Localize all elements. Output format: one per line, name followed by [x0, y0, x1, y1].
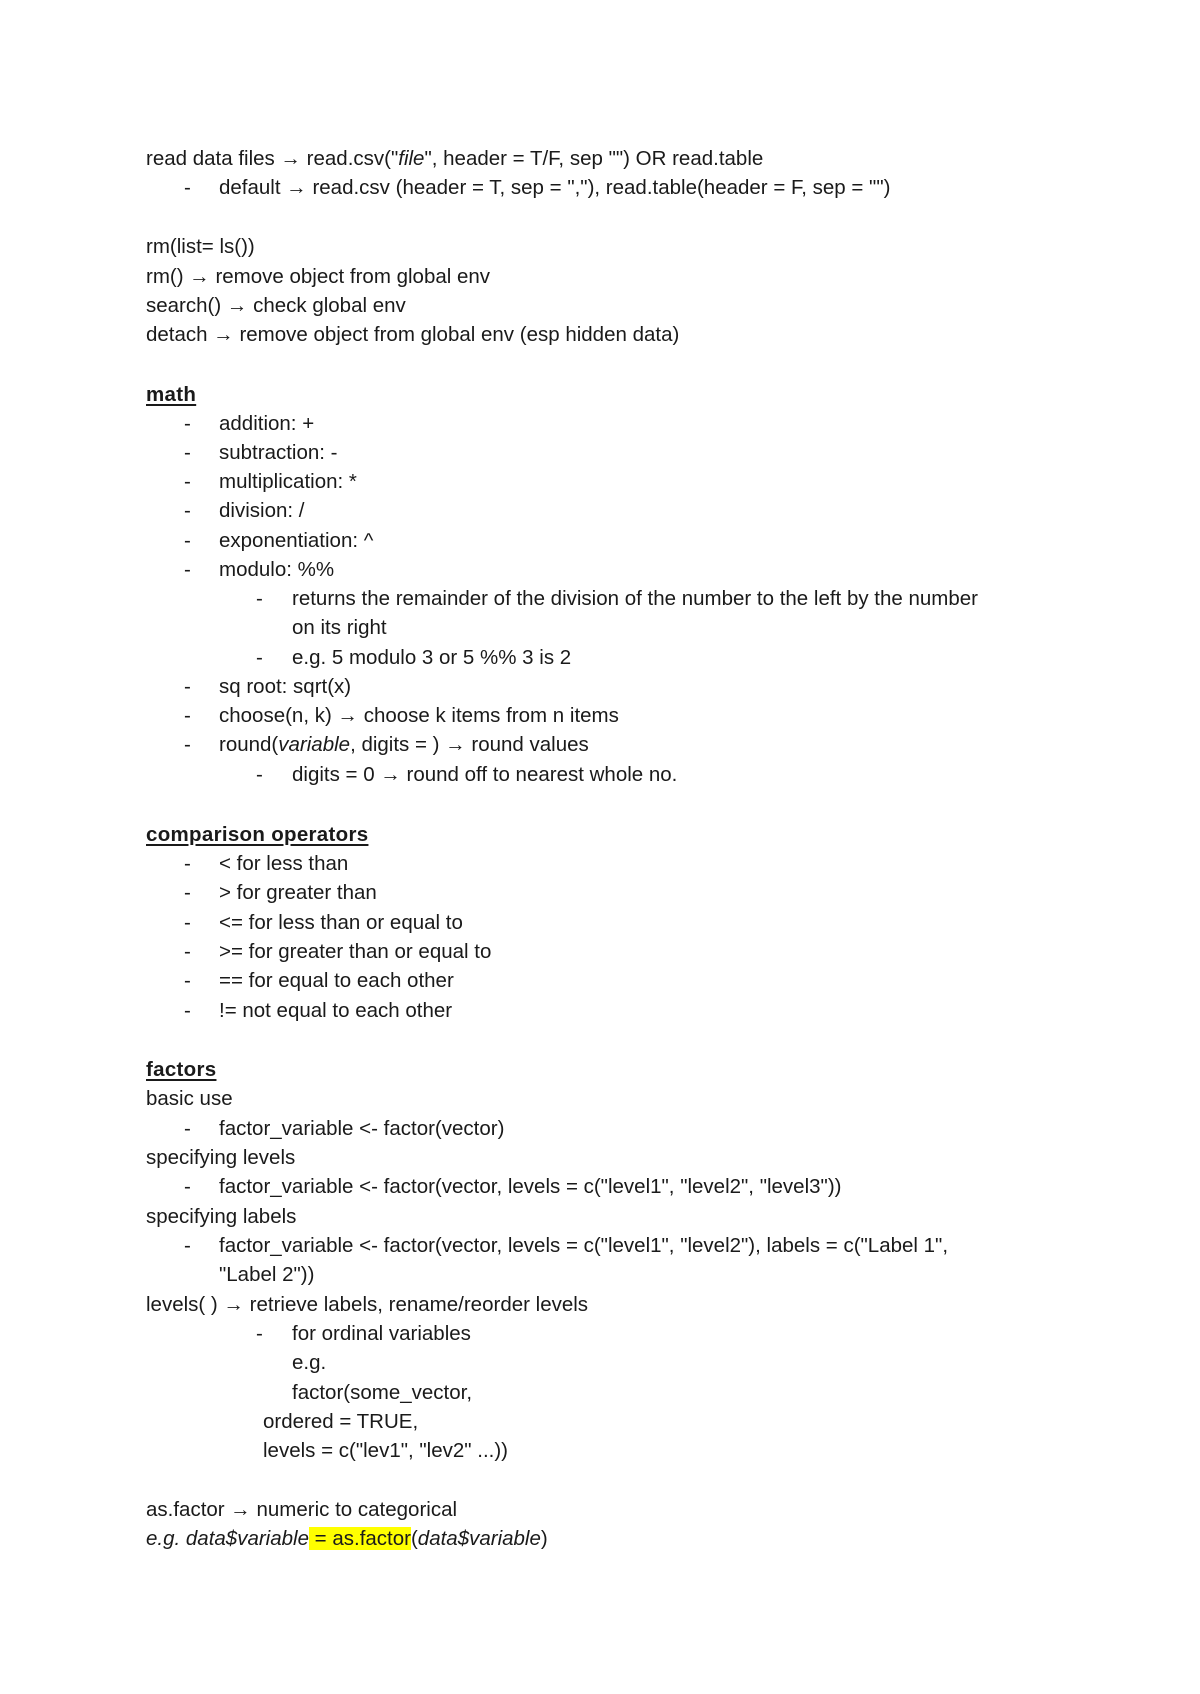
- bullet-dash: -: [184, 412, 191, 435]
- round-sub: digits = 0 → round off to nearest whole no.: [292, 763, 678, 786]
- bullet-dash: -: [184, 881, 191, 904]
- math-heading: math: [146, 383, 197, 406]
- basic-use-label: basic use: [146, 1087, 233, 1110]
- read-data-file: file: [398, 147, 425, 170]
- read-default-line: default → read.csv (header = T, sep = ","), read.table(header = F, sep = ""): [219, 176, 891, 199]
- detach-desc-line: detach → remove object from global env (esp hidden data): [146, 323, 680, 346]
- round-pre: round(: [219, 733, 279, 756]
- eg-data-var-1: data$variable: [185, 1527, 309, 1550]
- bullet-dash: -: [184, 940, 191, 963]
- search-desc-line: search() → check global env: [146, 294, 406, 317]
- bullet-dash: -: [184, 999, 191, 1022]
- comparison-heading: comparison operators: [146, 823, 369, 846]
- round-line: [219, 730, 589, 759]
- labels-code-2: "Label 2")): [219, 1263, 315, 1286]
- modulo-sub: on its right: [292, 616, 387, 639]
- math-item: division: /: [219, 499, 305, 522]
- round-var: variable: [278, 733, 351, 756]
- comparison-item: != not equal to each other: [219, 999, 453, 1022]
- bullet-dash: -: [184, 499, 191, 522]
- math-item: modulo: %%: [219, 558, 335, 581]
- bullet-dash: -: [184, 852, 191, 875]
- bullet-dash: -: [184, 911, 191, 934]
- comparison-item: > for greater than: [219, 881, 377, 904]
- levels-c-line: levels = c("lev1", "lev2" ...)): [263, 1439, 508, 1462]
- bullet-dash: -: [184, 704, 191, 727]
- bullet-dash: -: [256, 763, 263, 786]
- ordered-line: ordered = TRUE,: [263, 1410, 419, 1433]
- modulo-sub: returns the remainder of the division of the number to the left by the number: [292, 587, 978, 610]
- read-data-line: [146, 144, 763, 173]
- labels-code-1: factor_variable <- factor(vector, levels = c("level1", "level2"), labels = c("Label 1",: [219, 1234, 949, 1257]
- read-data-pre: read data files → read.csv(": [146, 147, 399, 170]
- bullet-dash: -: [184, 1175, 191, 1198]
- math-item: multiplication: *: [219, 470, 357, 493]
- rm-list-line: rm(list= ls()): [146, 235, 255, 258]
- factor-some-line: factor(some_vector,: [292, 1381, 473, 1404]
- bullet-dash: -: [184, 675, 191, 698]
- bullet-dash: -: [184, 1117, 191, 1140]
- bullet-dash: -: [184, 733, 191, 756]
- levels-code: factor_variable <- factor(vector, levels = c("level1", "level2", "level3")): [219, 1175, 842, 1198]
- specifying-labels-label: specifying labels: [146, 1205, 297, 1228]
- comparison-item: == for equal to each other: [219, 969, 454, 992]
- as-factor-example: [146, 1524, 548, 1553]
- eg-line: e.g.: [292, 1351, 327, 1374]
- eg-prefix: e.g.: [146, 1527, 186, 1550]
- bullet-dash: -: [184, 176, 191, 199]
- math-item: subtraction: -: [219, 441, 338, 464]
- eg-close-paren: ): [540, 1527, 548, 1550]
- bullet-dash: -: [184, 558, 191, 581]
- comparison-item: >= for greater than or equal to: [219, 940, 492, 963]
- math-item: sq root: sqrt(x): [219, 675, 352, 698]
- rm-desc-line: rm() → remove object from global env: [146, 265, 491, 288]
- eg-open-paren: (: [410, 1527, 418, 1550]
- comparison-item: <= for less than or equal to: [219, 911, 463, 934]
- specifying-levels-label: specifying levels: [146, 1146, 296, 1169]
- ordinal-line: for ordinal variables: [292, 1322, 471, 1345]
- as-factor-line: as.factor → numeric to categorical: [146, 1498, 458, 1521]
- modulo-sub: e.g. 5 modulo 3 or 5 %% 3 is 2: [292, 646, 572, 669]
- levels-fn-line: levels( ) → retrieve labels, rename/reorder levels: [146, 1293, 589, 1316]
- bullet-dash: -: [184, 470, 191, 493]
- bullet-dash: -: [256, 1322, 263, 1345]
- read-data-post: ", header = T/F, sep "") OR read.table: [424, 147, 764, 170]
- round-post: , digits = ) → round values: [350, 733, 589, 756]
- bullet-dash: -: [256, 646, 263, 669]
- math-item: exponentiation: ^: [219, 529, 374, 552]
- bullet-dash: -: [184, 1234, 191, 1257]
- eg-highlight: = as.factor: [308, 1527, 411, 1550]
- math-item: choose(n, k) → choose k items from n items: [219, 704, 619, 727]
- basic-code: factor_variable <- factor(vector): [219, 1117, 505, 1140]
- eg-data-var-2: data$variable: [417, 1527, 541, 1550]
- bullet-dash: -: [184, 441, 191, 464]
- bullet-dash: -: [184, 529, 191, 552]
- comparison-item: < for less than: [219, 852, 349, 875]
- bullet-dash: -: [256, 587, 263, 610]
- bullet-dash: -: [184, 969, 191, 992]
- factors-heading: factors: [146, 1058, 217, 1081]
- math-item: addition: +: [219, 412, 315, 435]
